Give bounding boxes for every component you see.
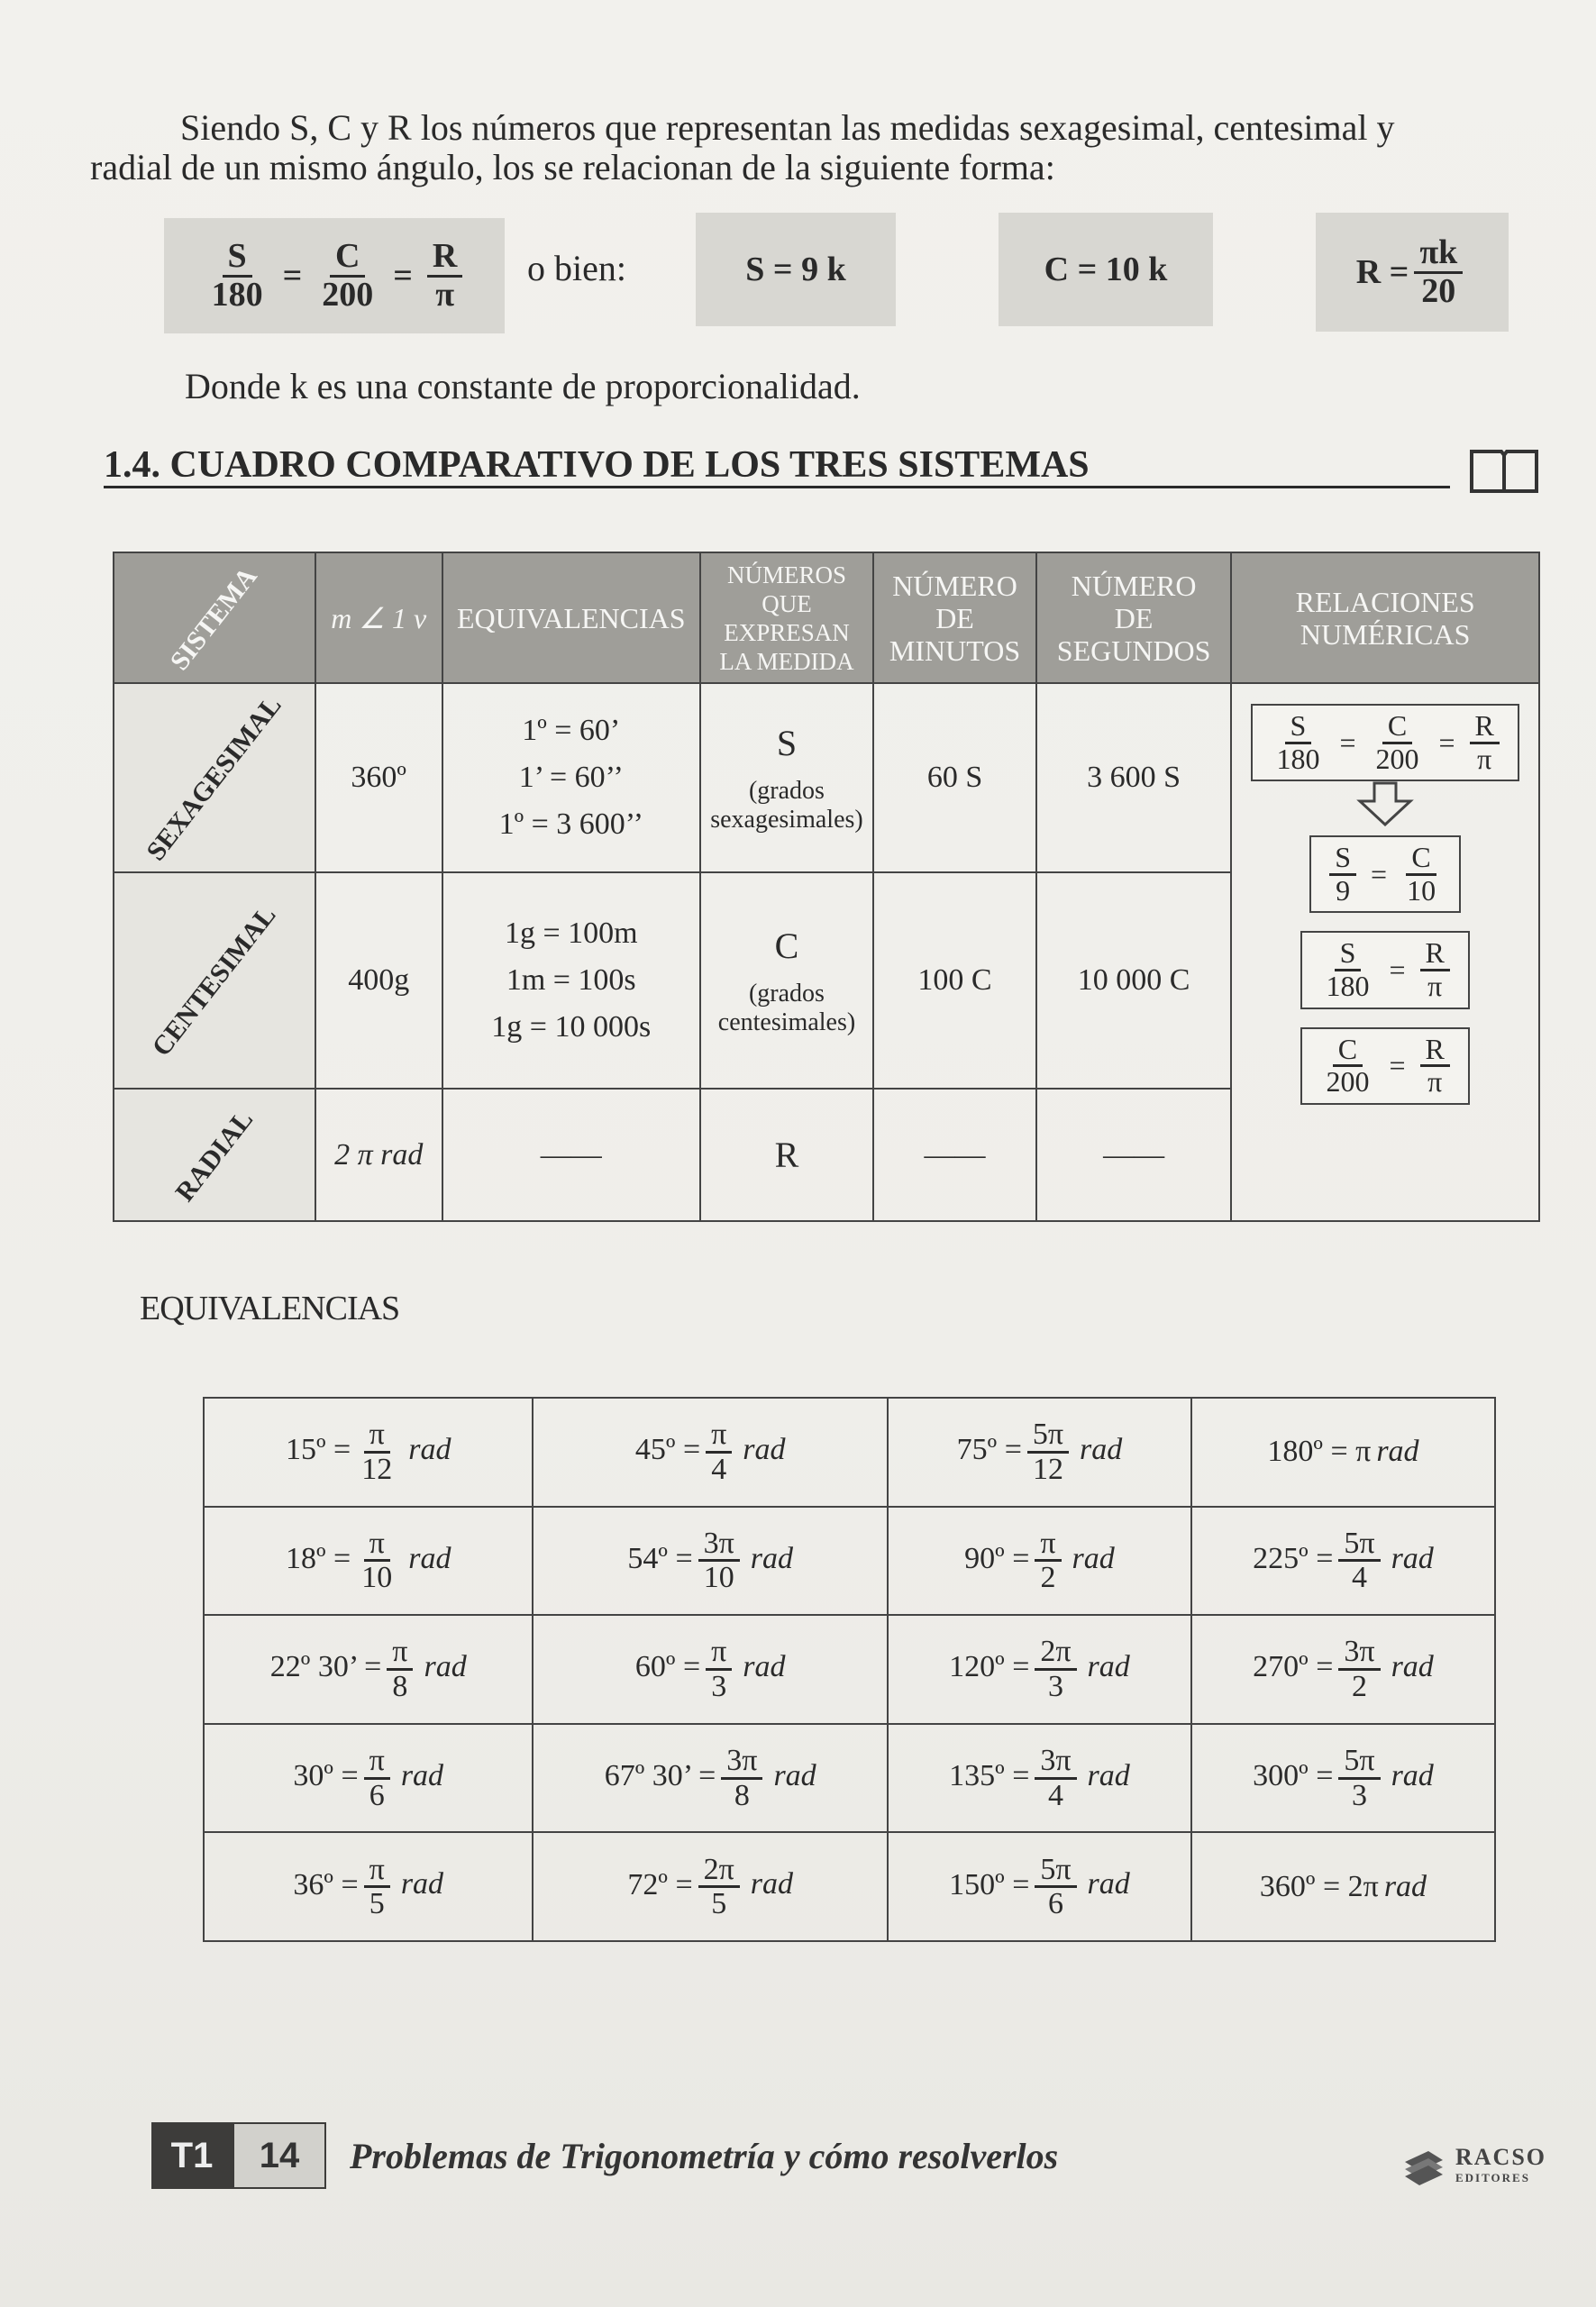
intro-paragraph	[90, 108, 1550, 187]
degree-value: 22º 30’ =	[269, 1650, 382, 1684]
unit-rad: rad	[773, 1758, 816, 1792]
sistema-radial: RADIAL	[114, 1089, 315, 1221]
degree-value: 225º =	[1253, 1541, 1334, 1575]
s-equation: S = 9 k	[745, 251, 846, 288]
equiv-cell	[1191, 1724, 1495, 1833]
fraction-pik-20: $\frac{\pi k}{20}$	[1414, 235, 1463, 310]
unit-rad: rad	[1391, 1758, 1434, 1792]
unit-rad: rad	[400, 1758, 444, 1792]
logo-icon	[1401, 2144, 1446, 2189]
equiv-cell	[1191, 1507, 1495, 1616]
unit-rad: rad	[1391, 1541, 1434, 1575]
page-number: 14	[233, 2122, 326, 2189]
equiv-cell	[888, 1507, 1191, 1616]
equiv-cell	[533, 1615, 887, 1724]
minutos-sexagesimal: 60 S	[873, 683, 1036, 872]
table-row	[204, 1398, 1495, 1507]
relacion-s9-c10: $\frac{S}{9}$ = $\frac{C}{10}$	[1309, 835, 1461, 913]
r-equals-box	[1316, 213, 1509, 332]
degree-value: 150º =	[949, 1867, 1030, 1901]
equiv-sexagesimal: 1º = 60’ 1’ = 60’’ 1º = 3 600’’	[442, 683, 700, 872]
unit-rad: rad	[400, 1867, 444, 1901]
unit-rad: rad	[750, 1867, 794, 1901]
equiv-cell	[204, 1615, 533, 1724]
header-angle: m ∠ 1 v	[315, 552, 442, 683]
row-sexagesimal	[114, 683, 1539, 872]
radian-fraction: $\frac{5\pi}{6}$	[1035, 1854, 1076, 1920]
arrow-down-icon	[1356, 781, 1414, 826]
degree-value: 54º =	[627, 1541, 693, 1575]
degree-value: 36º =	[293, 1867, 359, 1901]
o-bien-text: o bien:	[527, 248, 626, 288]
relaciones-cell	[1231, 683, 1539, 1221]
radian-fraction: $\frac{2\pi}{5}$	[698, 1854, 740, 1920]
equivalencias-table	[203, 1397, 1496, 1942]
degree-value: 67º 30’ =	[604, 1758, 716, 1792]
degree-value: 90º =	[964, 1541, 1030, 1575]
header-equivalencias: EQUIVALENCIAS	[442, 552, 700, 683]
degree-value: 270º =	[1253, 1650, 1334, 1684]
radian-fraction: $\frac{3\pi}{2}$	[1338, 1636, 1380, 1702]
angle-centesimal: 400g	[315, 872, 442, 1089]
table-row	[204, 1507, 1495, 1616]
degree-value: 60º =	[634, 1650, 701, 1684]
degree-value: 75º =	[956, 1433, 1022, 1467]
equiv-cell	[204, 1398, 533, 1507]
unit-rad: rad	[743, 1650, 786, 1684]
unit-rad: rad	[1087, 1650, 1130, 1684]
unit-rad: rad	[424, 1650, 467, 1684]
footer	[151, 2122, 1058, 2189]
header-sistema: SISTEMA	[114, 552, 315, 683]
unit-rad: rad	[408, 1433, 451, 1467]
unit-rad: rad	[1383, 1869, 1427, 1903]
radian-fraction: $\frac{\pi}{4}$	[706, 1418, 732, 1485]
relacion-principal: $\frac{S}{180}$ = $\frac{C}{200}$ = $\frac{R}{\pi}$	[1251, 704, 1518, 781]
header-numeros: NÚMEROS QUE EXPRESAN LA MEDIDA	[700, 552, 873, 683]
table-row	[204, 1724, 1495, 1833]
radian-fraction: $\frac{2\pi}{3}$	[1035, 1636, 1076, 1702]
radian-fraction: $\frac{3\pi}{4}$	[1035, 1745, 1076, 1811]
chapter-badge: T1	[151, 2122, 233, 2189]
book-icon	[1469, 444, 1539, 497]
degree-value: 120º =	[949, 1650, 1030, 1684]
c-equation: C = 10 k	[1044, 251, 1168, 288]
equiv-centesimal: 1g = 100m 1m = 100s 1g = 10 000s	[442, 872, 700, 1089]
unit-rad: rad	[1087, 1867, 1130, 1901]
degree-value: 180º = π	[1267, 1435, 1372, 1469]
minutos-radial: ——	[873, 1089, 1036, 1221]
unit-rad: rad	[1072, 1541, 1115, 1575]
book-title: Problemas de Trigonometría y cómo resolverlos	[350, 2135, 1059, 2176]
degree-value: 72º =	[627, 1867, 693, 1901]
equiv-cell	[888, 1832, 1191, 1941]
unit-rad: rad	[1080, 1433, 1123, 1467]
header-minutos: NÚMERO DE MINUTOS	[873, 552, 1036, 683]
equiv-radial: ——	[442, 1089, 700, 1221]
numero-centesimal: C (grados centesimales)	[700, 872, 873, 1089]
radian-fraction: $\frac{5\pi}{4}$	[1338, 1527, 1380, 1594]
radian-fraction: $\frac{\pi}{10}$	[361, 1526, 393, 1595]
equiv-cell	[204, 1724, 533, 1833]
table-header-row	[114, 552, 1539, 683]
angle-radial: 2 π rad	[315, 1089, 442, 1221]
equiv-cell	[888, 1724, 1191, 1833]
section-title: 1.4. CUADRO COMPARATIVO DE LOS TRES SISTEMAS	[104, 443, 1450, 487]
equals-sign: =	[282, 257, 303, 295]
equiv-cell	[204, 1507, 533, 1616]
fraction-s-180: $\frac{S}{180}$	[211, 236, 263, 314]
radian-fraction: $\frac{\pi}{3}$	[706, 1636, 732, 1702]
radian-fraction: $\frac{5\pi}{3}$	[1338, 1745, 1380, 1811]
c-equals-10k-box	[999, 213, 1213, 326]
racso-logo	[1401, 2140, 1546, 2194]
numero-sexagesimal: S (grados sexagesimales)	[700, 683, 873, 872]
equiv-cell	[533, 1507, 887, 1616]
unit-rad: rad	[1087, 1758, 1130, 1792]
proportion-formula-box	[164, 218, 505, 333]
numero-radial: R	[700, 1089, 873, 1221]
equiv-cell	[533, 1832, 887, 1941]
s-equals-9k-box	[696, 213, 896, 326]
angle-sexagesimal: 360º	[315, 683, 442, 872]
table-row	[204, 1615, 1495, 1724]
degree-value: 360º = 2π	[1259, 1869, 1379, 1903]
unit-rad: rad	[750, 1541, 794, 1575]
degree-value: 300º =	[1253, 1758, 1334, 1792]
segundos-sexagesimal: 3 600 S	[1036, 683, 1231, 872]
segundos-radial: ——	[1036, 1089, 1231, 1221]
radian-fraction: $\frac{\pi}{2}$	[1035, 1527, 1061, 1594]
degree-value: 15º =	[286, 1433, 351, 1467]
relacion-c200-rpi: $\frac{C}{200}$ = $\frac{R}{\pi}$	[1300, 1027, 1469, 1105]
intro-line-2: radial de un mismo ángulo, los se relacionan de la siguiente forma:	[90, 147, 1055, 187]
equiv-cell	[533, 1724, 887, 1833]
unit-rad: rad	[1391, 1650, 1434, 1684]
degree-value: 135º =	[949, 1758, 1030, 1792]
radian-fraction: $\frac{\pi}{8}$	[387, 1636, 413, 1702]
equiv-cell	[1191, 1398, 1495, 1507]
fraction-r-pi: $\frac{R}{\pi}$	[427, 239, 462, 314]
sistema-centesimal: CENTESIMAL	[114, 872, 315, 1089]
degree-value: 45º =	[634, 1433, 701, 1467]
header-segundos: NÚMERO DE SEGUNDOS	[1036, 552, 1231, 683]
sistema-sexagesimal: SEXAGESIMAL	[114, 683, 315, 872]
equiv-cell	[1191, 1615, 1495, 1724]
equiv-cell	[888, 1398, 1191, 1507]
equals-sign: =	[393, 257, 413, 295]
radian-fraction: $\frac{\pi}{5}$	[364, 1854, 390, 1920]
radian-fraction: $\frac{5\pi}{12}$	[1027, 1418, 1069, 1485]
equiv-cell	[888, 1615, 1191, 1724]
header-relaciones: RELACIONES NUMÉRICAS	[1231, 552, 1539, 683]
radian-fraction: $\frac{\pi}{12}$	[361, 1418, 393, 1486]
unit-rad: rad	[1376, 1435, 1419, 1469]
comparative-table	[113, 552, 1540, 1222]
unit-rad: rad	[408, 1541, 451, 1575]
radian-fraction: $\frac{3\pi}{8}$	[721, 1745, 762, 1811]
radian-fraction: $\frac{3\pi}{10}$	[698, 1527, 740, 1594]
minutos-centesimal: 100 C	[873, 872, 1036, 1089]
unit-rad: rad	[743, 1433, 786, 1467]
r-lhs: R =	[1355, 253, 1409, 291]
equivalencias-title: EQUIVALENCIAS	[140, 1290, 400, 1327]
logo-subtext: EDITORES	[1455, 2171, 1530, 2184]
relacion-s180-rpi: $\frac{S}{180}$ = $\frac{R}{\pi}$	[1300, 931, 1469, 1008]
table-row	[204, 1832, 1495, 1941]
intro-line-1: Siendo S, C y R los números que representan las medidas sexagesimal, centesimal y	[180, 107, 1395, 148]
logo-text: RACSO	[1455, 2144, 1547, 2170]
degree-value: 18º =	[286, 1541, 351, 1575]
constant-note: Donde k es una constante de proporcionalidad.	[185, 366, 861, 406]
equiv-cell	[204, 1832, 533, 1941]
radian-fraction: $\frac{\pi}{6}$	[364, 1745, 390, 1811]
equiv-cell	[533, 1398, 887, 1507]
fraction-c-200: $\frac{C}{200}$	[322, 236, 374, 314]
equiv-cell	[1191, 1832, 1495, 1941]
degree-value: 30º =	[293, 1758, 359, 1792]
segundos-centesimal: 10 000 C	[1036, 872, 1231, 1089]
